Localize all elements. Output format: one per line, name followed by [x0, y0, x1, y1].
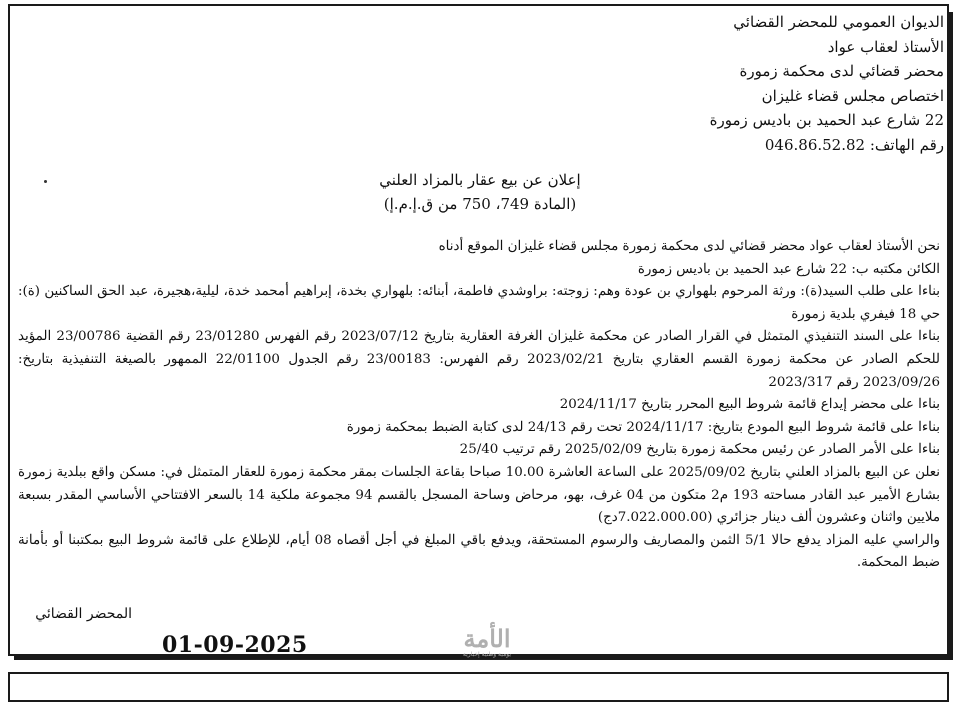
- title-article: (المادة 749، 750 من ق.إ.م.إ): [383, 195, 577, 213]
- body-conditions-list: بناءا على قائمة شروط البيع المودع بتاريخ: 2024/11/17 تحت رقم 24/13 لدى كتابة الضبط بمحكمة زمورة: [346, 419, 940, 435]
- body-enforcement-title: بناءا على السند التنفيذي المتمثل في القرار الصادر عن محكمة غليزان الغرفة العقارية بتاريخ 2023/07/12 رقم الفهرس 23/01280 رقم القضية 23/00786 المؤيد للحكم الصادر عن محكمة زمورة القسم العقاري بتاريخ 2023/02/21 رقم الفهرس: 23/00183 رقم الجدول 22/01100 الممهور بالصيغة التنفيذية بتاريخ: 2023/09/26 رقم 2023/317: [18, 329, 940, 390]
- header-court: محضر قضائي لدى محكمة زمورة: [739, 62, 944, 80]
- header-office-name: الديوان العمومي للمحضر القضائي: [733, 13, 944, 31]
- notice-body: [18, 236, 940, 575]
- newspaper-logo: [437, 623, 537, 658]
- body-requesters: بناءا على طلب السيد(ة): ورثة المرحوم بلهواري بن عودة وهم: زوجته: براوشدي فاطمة، أبنائه: بلهواري بخدة، إبراهيم أمحمد خدة، ليلية،هجيرة، عبد الحق الساكنين (ة): حي 18 فيفري بلدية زمورة: [18, 284, 940, 322]
- body-auction-announcement: نعلن عن البيع بالمزاد العلني بتاريخ 2025/09/02 على الساعة العاشرة 10.00 صباحا بقاعة الجلسات بمقر محكمة زمورة للعقار المتمثل في: مسكن واقع ببلدية زمورة بشارع الأمير عبد القادر مساحته 193 م2 متكون من 04 غرف، بهو، مرحاض وساحة المسجل بالقسم 94 مجموعة ملكية 14 بالسعر الافتتاحي الأساسي المقدر بسبعة ملايين واثنان وعشرون ألف دينار جزائري (7.022.000.00دج): [18, 464, 941, 526]
- logo-mark: الأمة: [463, 623, 511, 653]
- body-payment-terms: والراسي عليه المزاد يدفع حالا 5/1 الثمن والمصاريف والرسوم المستحقة، ويدفع باقي المبلغ في أجل أقصاه 08 أيام، للإطلاع على قائمة شروط البيع بمكتبنا أو بأمانة ضبط المحكمة.: [18, 532, 941, 571]
- header-bailiff-name: الأستاذ لعقاب عواد: [827, 37, 944, 56]
- frame-shadow-right: [949, 12, 953, 660]
- header-jurisdiction: اختصاص مجلس قضاء غليزان: [761, 86, 944, 105]
- stray-dot: [44, 180, 47, 183]
- body-intro: نحن الأستاذ لعقاب عواد محضر قضائي لدى محكمة زمورة مجلس قضاء غليزان الموقع أدناه: [438, 239, 940, 254]
- logo-tagline: يومية وطنية إخبارية: [462, 650, 512, 658]
- next-notice-frame: [8, 672, 949, 702]
- body-office-address: الكائن مكتبه ب: 22 شارع عبد الحميد بن باديس زمورة: [637, 261, 940, 277]
- body-court-order: بناءا على الأمر الصادر عن رئيس محكمة زمورة بتاريخ 2025/02/09 رقم ترتيب 25/40: [459, 442, 940, 458]
- office-header: [644, 10, 944, 157]
- publication-date: 01-09-2025: [162, 632, 308, 658]
- title-main: إعلان عن بيع عقار بالمزاد العلني: [379, 171, 581, 189]
- header-phone: رقم الهاتف: 046.86.52.82: [764, 135, 944, 154]
- notice-title: [330, 168, 630, 216]
- body-deposit-report: بناءا على محضر إيداع قائمة شروط البيع المحرر بتاريخ 2024/11/17: [559, 397, 940, 413]
- header-address: 22 شارع عبد الحميد بن باديس زمورة: [709, 111, 944, 129]
- date-underline: [160, 659, 560, 660]
- signature-label: المحضر القضائي: [35, 606, 132, 622]
